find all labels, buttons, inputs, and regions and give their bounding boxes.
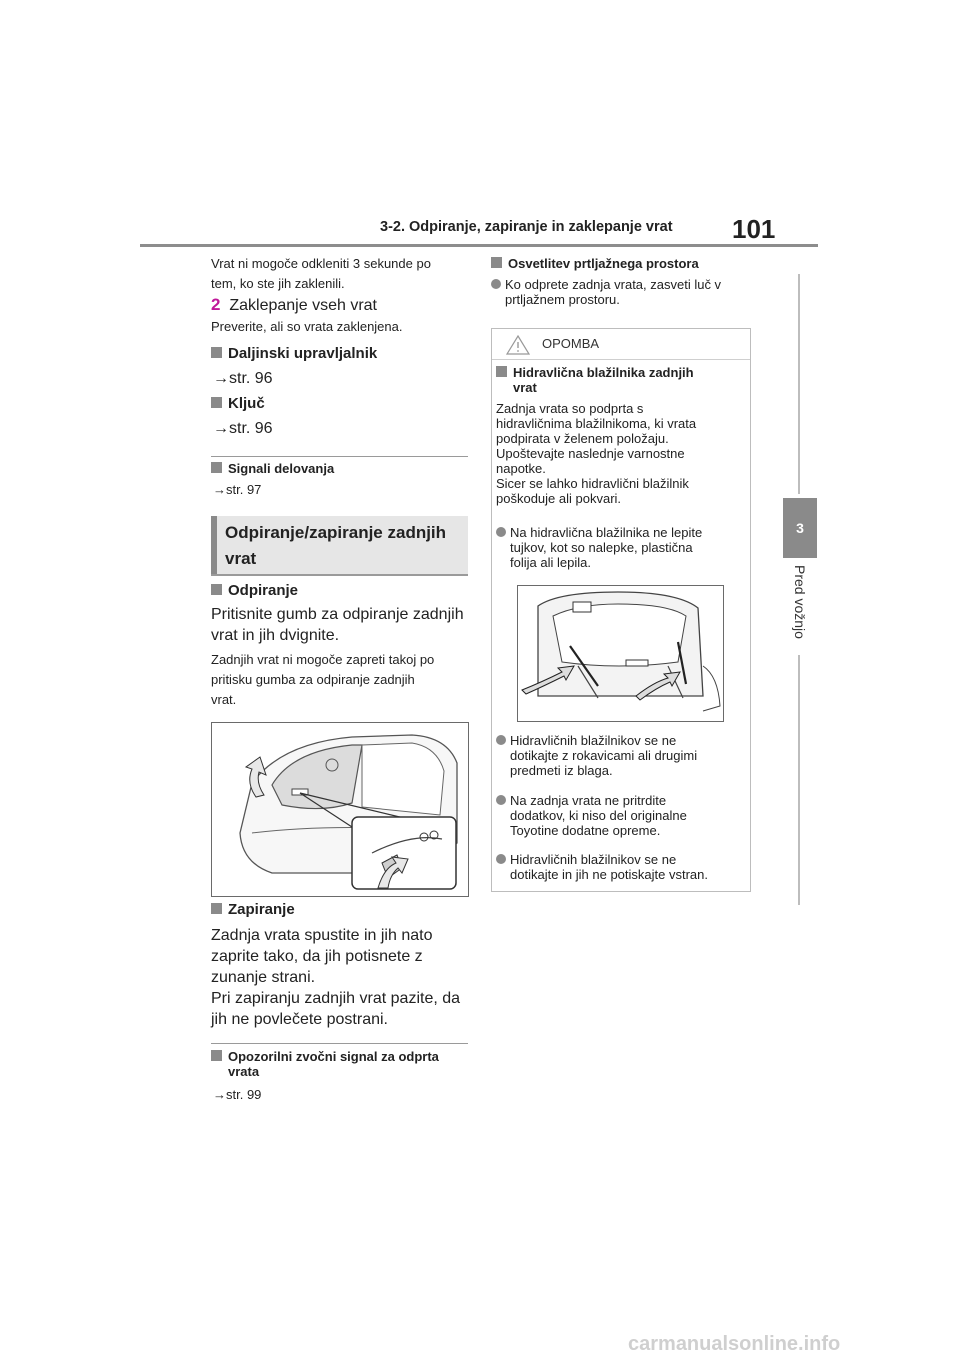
page-number: 101 (732, 214, 776, 244)
note-bullet-2: Hidravličnih blažilnikov se ne dotikajte z rokavicami ali drugimi predmeti iz blaga. (496, 733, 697, 778)
intro-paragraph: Vrat ni mogoče odkleniti 3 sekunde po tem, ko ste jih zaklenili. (211, 256, 431, 291)
close-text-2: Pri zapiranju zadnjih vrat pazite, da jih ne povlečete postrani. (211, 990, 461, 1028)
side-rule-top (798, 274, 800, 494)
banner-bar (211, 516, 217, 574)
tailgate-opening-illustration (211, 722, 469, 897)
heading-luggage-light: Osvetlitev prtljažnega prostora (491, 256, 699, 271)
caution-title: OPOMBA (542, 336, 600, 351)
heading-key: Ključ (211, 395, 265, 412)
watermark: carmanualsonline.info (628, 1333, 841, 1355)
ref-remote: →str. 96 (213, 370, 273, 387)
heading-signals: Signali delovanja (211, 461, 334, 476)
hydraulic-damper-illustration (517, 585, 724, 722)
note-bullet-4: Hidravličnih blažilnikov se ne dotikajte in jih ne potiskajte vstran. (496, 852, 708, 882)
note-bullet-1: Na hidravlična blažilnika ne lepite tujkov, kot so nalepke, plastična folija ali lepila. (496, 525, 702, 570)
chapter-tab: 3 (783, 498, 817, 558)
note-paragraph: Zadnja vrata so podprta s hidravličnima blažilnikoma, ki vrata podpirata v želenem položaju. Upoštevajte naslednje varnostne napotke. Sicer se lahko hidravlični blažilnik poškoduje ali pokvari. (496, 401, 697, 506)
side-rule-bottom (798, 655, 800, 905)
heading-open: Odpiranje (211, 582, 298, 599)
ref-warning: →str. 99 (213, 1087, 262, 1102)
note-heading: Hidravlična blažilnika zadnjih vrat (496, 365, 694, 395)
separator (211, 1043, 468, 1044)
heading-remote: Daljinski upravljalnik (211, 345, 377, 362)
note-bullet-3: Na zadnja vrata ne pritrdite dodatkov, ki niso del originalne Toyotine dodatne opreme. (496, 793, 687, 838)
step-2: 2 Zaklepanje vseh vrat (211, 295, 377, 314)
ref-key: →str. 96 (213, 420, 273, 437)
close-text: Zadnja vrata spustite in jih nato zaprite tako, da jih potisnete z zunanje strani. (211, 927, 433, 986)
heading-close: Zapiranje (211, 901, 295, 918)
caution-box (491, 328, 751, 892)
section-banner: Odpiranje/zapiranje zadnjih vrat (211, 516, 468, 576)
luggage-light-text: Ko odprete zadnja vrata, zasveti luč v prtljažnem prostoru. (491, 277, 721, 307)
caution-header (492, 329, 750, 360)
header-rule (140, 244, 818, 247)
open-note: Zadnjih vrat ni mogoče zapreti takoj po pritisku gumba za odpiranje zadnjih vrat. (211, 652, 435, 707)
ref-signals: →str. 97 (213, 482, 262, 497)
step-note: Preverite, ali so vrata zaklenjena. (211, 319, 403, 334)
heading-door-warning: Opozorilni zvočni signal za odprta vrata (211, 1049, 439, 1079)
open-text: Pritisnite gumb za odpiranje zadnjih vrat in jih dvignite. (211, 606, 464, 644)
warning-icon (506, 335, 530, 355)
section-title: 3-2. Odpiranje, zapiranje in zaklepanje vrat (380, 219, 673, 235)
separator (211, 456, 468, 457)
chapter-label: Pred vožnjo (792, 565, 808, 639)
